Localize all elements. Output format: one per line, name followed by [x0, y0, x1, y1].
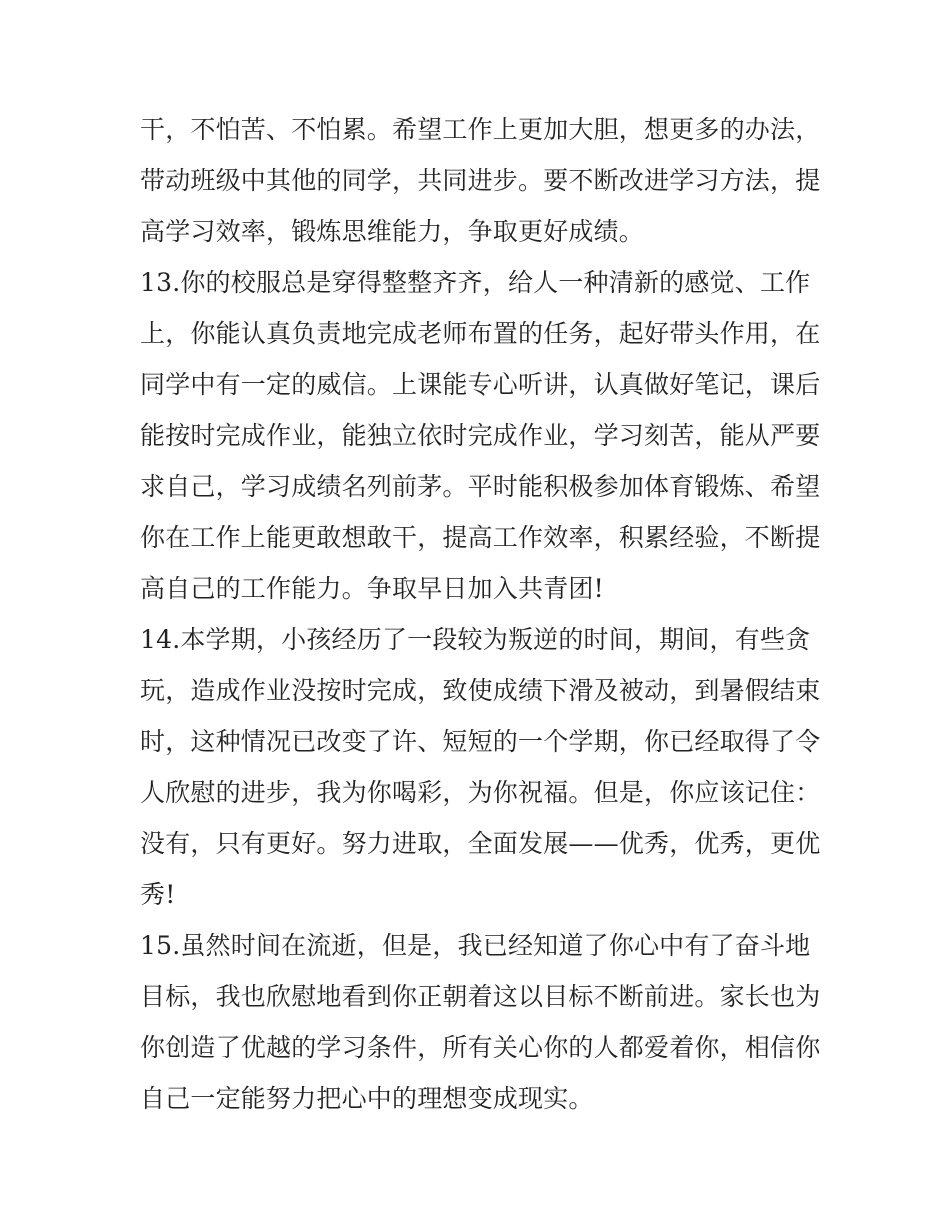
- text-line: 13.你的校服总是穿得整整齐齐，给人一种清新的感觉、工作: [140, 268, 811, 297]
- text-line: 人欣慰的进步，我为你喝彩，为你祝福。但是，你应该记住：: [140, 778, 820, 807]
- text-line: 秀!: [140, 880, 176, 909]
- text-line: 干，不怕苦、不怕累。希望工作上更加大胆，想更多的办法，: [140, 115, 820, 144]
- text-line: 玩，造成作业没按时完成，致使成绩下滑及被动，到暑假结束: [140, 676, 820, 705]
- text-line: 时，这种情况已改变了许、短短的一个学期，你已经取得了令: [140, 727, 820, 756]
- text-line: 高自己的工作能力。争取早日加入共青团!: [140, 574, 604, 603]
- text-line: 上，你能认真负责地完成老师布置的任务，起好带头作用，在: [140, 319, 820, 348]
- text-line: 带动班级中其他的同学，共同进步。要不断改进学习方法，提: [140, 166, 820, 195]
- text-line: 同学中有一定的威信。上课能专心听讲，认真做好笔记，课后: [140, 370, 820, 399]
- text-line: 你在工作上能更敢想敢干，提高工作效率，积累经验，不断提: [140, 523, 820, 552]
- document-body: [140, 104, 820, 1124]
- text-line: 求自己，学习成绩名列前茅。平时能积极参加体育锻炼、希望: [140, 472, 820, 501]
- text-line: 高学习效率，锻炼思维能力，争取更好成绩。: [140, 217, 645, 246]
- text-line: 没有，只有更好。努力进取，全面发展——优秀，优秀，更优: [140, 829, 820, 858]
- text-line: 14.本学期，小孩经历了一段较为叛逆的时间，期间，有些贪: [140, 625, 811, 654]
- text-line: 能按时完成作业，能独立依时完成作业，学习刻苦，能从严要: [140, 421, 820, 450]
- text-line: 15.虽然时间在流逝，但是，我已经知道了你心中有了奋斗地: [140, 931, 811, 960]
- text-line: 目标，我也欣慰地看到你正朝着这以目标不断前进。家长也为: [140, 982, 820, 1011]
- text-line: 你创造了优越的学习条件，所有关心你的人都爱着你，相信你: [140, 1033, 820, 1062]
- text-line: 自己一定能努力把心中的理想变成现实。: [140, 1084, 594, 1113]
